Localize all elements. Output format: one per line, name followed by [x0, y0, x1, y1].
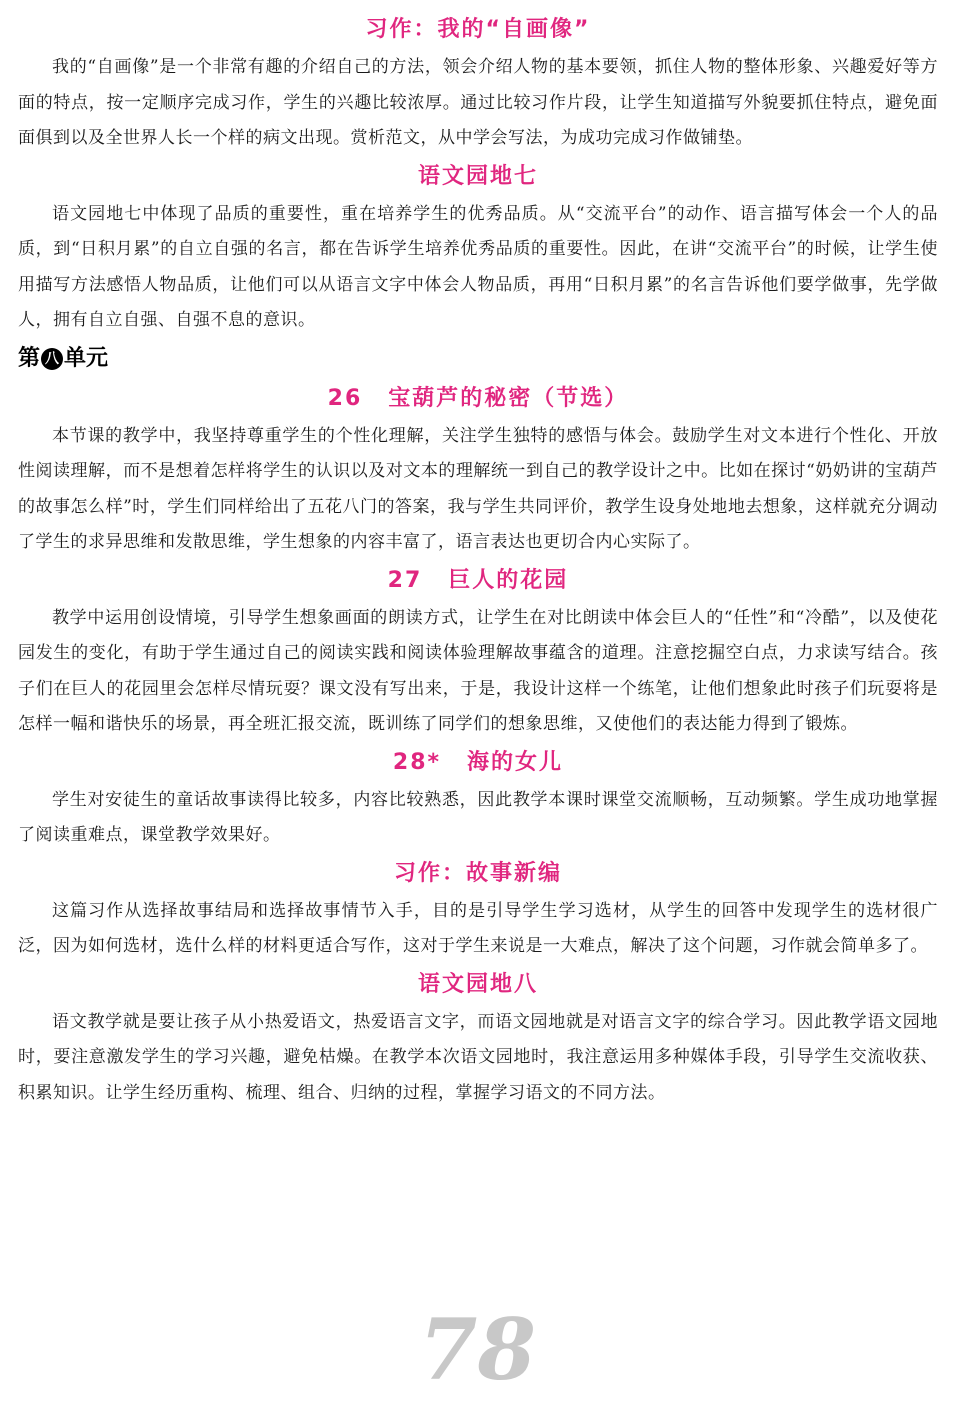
page-number: 78 [419, 1300, 536, 1399]
document-page [18, 10, 938, 1111]
paragraph-lesson-28: 学生对安徒生的童话故事读得比较多，内容比较熟悉，因此教学本课时课堂交流顺畅，互动频繁。学生成功地掌握了阅读重难点，课堂教学效果好。 [18, 789, 938, 845]
section-title-yuwen-yuandi-8: 语文园地八 [417, 971, 538, 997]
lesson-name: 巨人的花园 [448, 567, 569, 593]
lesson-name: 海的女儿 [467, 749, 564, 775]
paragraph-self-portrait: 我的“自画像”是一个非常有趣的介绍自己的方法，领会介绍人物的基本要领，抓住人物的整体形象、兴趣爱好等方面的特点，按一定顺序完成习作，学生的兴趣比较浓厚。通过比较习作片段，让学生知道描写外貌要抓住特点，避免面面俱到以及全世界人长一个样的病文出现。赏析范文，从中学会写法，为成功完成习作做铺垫。 [18, 57, 938, 148]
section-title-self-portrait: 习作：我的“自画像” [365, 17, 591, 42]
lesson-number: 26 [327, 385, 363, 411]
lesson-number: 27 [387, 567, 423, 593]
lesson-title-28 [18, 743, 938, 783]
section-title-yuwen-yuandi-7: 语文园地七 [417, 163, 538, 189]
paragraph-lesson-27: 教学中运用创设情境，引导学生想象画面的朗读方式，让学生在对比朗读中体会巨人的“任性”和“冷酷”，以及使花园发生的变化，有助于学生通过自己的阅读实践和阅读体验理解故事蕴含的道理。注意挖掘空白点，力求读写结合。孩子们在巨人的花园里会怎样尽情玩耍？课文没有写出来，于是，我设计这样一个练笔，让他们想象此时孩子们玩耍将是怎样一幅和谐快乐的场景，再全班汇报交流，既训练了同学们的想象思维，又使他们的表达能力得到了锻炼。 [18, 607, 938, 734]
lesson-title-27 [18, 561, 938, 601]
paragraph-story-rewrite: 这篇习作从选择故事结局和选择故事情节入手，目的是引导学生学习选材，从学生的回答中发现学生的选材很广泛，因为如何选材，选什么样的材料更适合写作，这对于学生来说是一大难点，解决了这个问题，习作就会简单多了。 [18, 900, 938, 956]
section-title-story-rewrite: 习作：故事新编 [393, 860, 562, 886]
paragraph-yuwen-yuandi-8: 语文教学就是要让孩子从小热爱语文，热爱语言文字，而语文园地就是对语言文字的综合学习。因此教学语文园地时，要注意激发学生的学习兴趣，避免枯燥。在教学本次语文园地时，我注意运用多种媒体手段，引导学生交流收获、积累知识。让学生经历重构、梳理、组合、归纳的过程，掌握学习语文的不同方法。 [18, 1011, 938, 1103]
unit-number-circle: 八 [41, 348, 63, 370]
lesson-name: 宝葫芦的秘密（节选） [388, 385, 629, 411]
lesson-title-26 [18, 379, 938, 419]
unit-heading [18, 339, 938, 379]
unit-prefix: 第 [18, 345, 41, 371]
lesson-number: 28* [392, 749, 442, 775]
unit-suffix: 单元 [64, 345, 109, 371]
paragraph-yuwen-yuandi-7: 语文园地七中体现了品质的重要性，重在培养学生的优秀品质。从“交流平台”的动作、语言描写体会一个人的品质，到“日积月累”的自立自强的名言，都在告诉学生培养优秀品质的重要性。因此，在讲“交流平台”的时候，让学生使用描写方法感悟人物品质，让他们可以从语言文字中体会人物品质，再用“日积月累”的名言告诉他们要学做事，先学做人，拥有自立自强、自强不息的意识。 [18, 203, 938, 330]
paragraph-lesson-26: 本节课的教学中，我坚持尊重学生的个性化理解，关注学生独特的感悟与体会。鼓励学生对文本进行个性化、开放性阅读理解，而不是想着怎样将学生的认识以及对文本的理解统一到自己的教学设计之中。比如在探讨“奶奶讲的宝葫芦的故事怎么样”时，学生们同样给出了五花八门的答案，我与学生共同评价，教学生设身处地地去想象，这样就充分调动了学生的求异思维和发散思维，学生想象的内容丰富了，语言表达也更切合内心实际了。 [18, 425, 938, 552]
